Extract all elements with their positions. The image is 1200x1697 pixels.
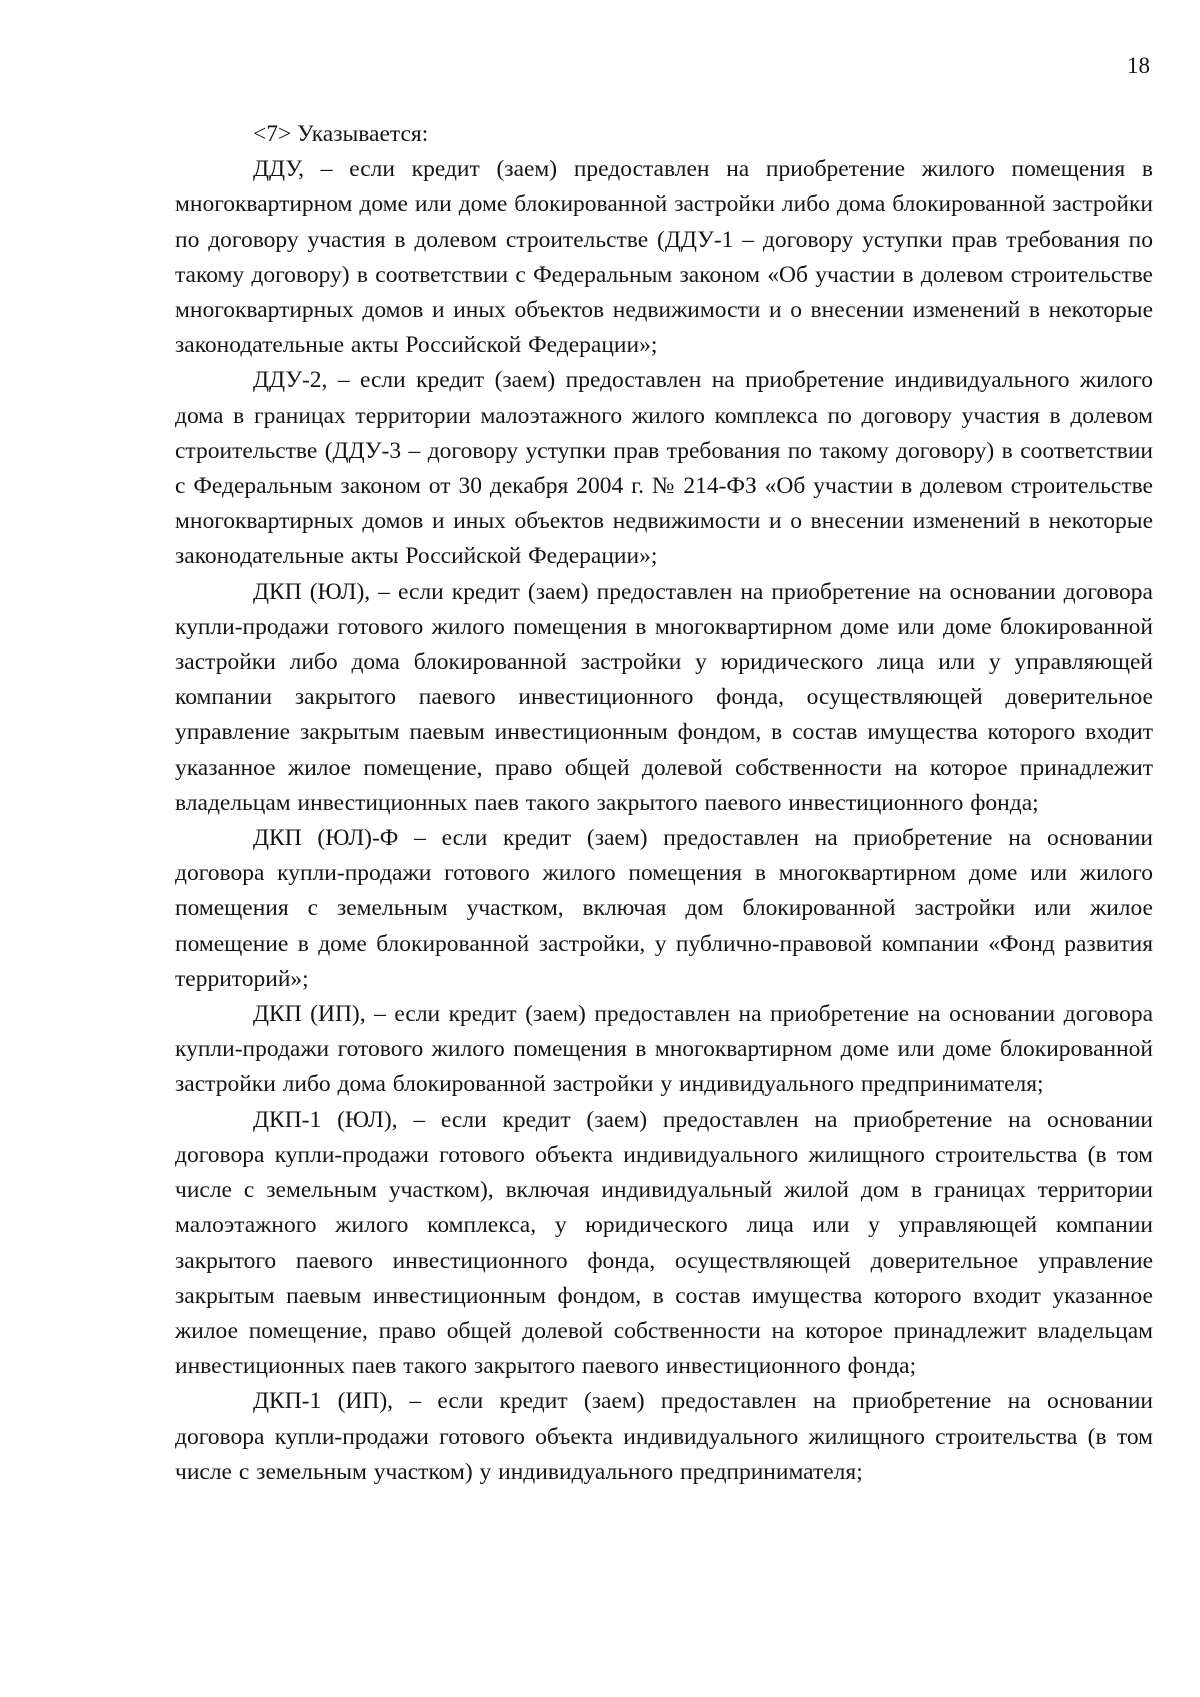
definition-dkp-yul: ДКП (ЮЛ), – если кредит (заем) предоставлен на приобретение на основании договора купли-продажи готового жилого помещения в многоквартирном доме или доме блокированной застройки либо дома блокированной застройки у юридического лица или у управляющей компании закрытого паевого инвестиционного фонда, осуществляющей доверительное управление закрытым паевым инвестиционным фондом, в состав имущества которого входит указанное жилое помещение, право общей долевой собственности на которое принадлежит владельцам инвестиционных паев такого закрытого паевого инвестиционного фонда; — [175, 578, 1153, 816]
definition-ddu-2: ДДУ-2, – если кредит (заем) предоставлен на приобретение индивидуального жилого дома в границах территории малоэтажного жилого комплекса по договору участия в долевом строительстве (ДДУ-3 – договору уступки прав требования по такому договору) в соответствии с Федеральным законом от 30 декабря 2004 г. № 214-ФЗ «Об участии в долевом строительстве многоквартирных домов и иных объектов недвижимости и о внесении изменений в некоторые законодательные акты Российской Федерации»; — [175, 367, 1153, 570]
definition-dkp-1-yul: ДКП-1 (ЮЛ), – если кредит (заем) предоставлен на приобретение на основании договора купли-продажи готового объекта индивидуального жилищного строительства (в том числе с земельным участком), включая индивидуальный жилой дом в границах территории малоэтажного жилого комплекса, у юридического лица или у управляющей компании закрытого паевого инвестиционного фонда, осуществляющей доверительное управление закрытым паевым инвестиционным фондом, в состав имущества которого входит указанное жилое помещение, право общей долевой собственности на которое принадлежит владельцам инвестиционных паев такого закрытого паевого инвестиционного фонда; — [175, 1106, 1153, 1380]
definition-dkp-ip: ДКП (ИП), – если кредит (заем) предоставлен на приобретение на основании договора купли-продажи готового жилого помещения в многоквартирном доме или доме блокированной застройки либо дома блокированной застройки у индивидуального предпринимателя; — [175, 1001, 1153, 1098]
definition-dkp-yul-f: ДКП (ЮЛ)-Ф – если кредит (заем) предоставлен на приобретение на основании договора купли-продажи готового жилого помещения в многоквартирном доме или жилого помещения с земельным участком, включая дом блокированной застройки или жилое помещение в доме блокированной застройки, у публично-правовой компании «Фонд развития территорий»; — [175, 825, 1153, 992]
definition-ddu: ДДУ, – если кредит (заем) предоставлен на приобретение жилого помещения в многоквартирном доме или доме блокированной застройки либо дома блокированной застройки по договору участия в долевом строительстве (ДДУ-1 – договору уступки прав требования по такому договору) в соответствии с Федеральным законом «Об участии в долевом строительстве многоквартирных домов и иных объектов недвижимости и о внесении изменений в некоторые законодательные акты Российской Федерации»; — [175, 156, 1153, 359]
definition-dkp-1-ip: ДКП-1 (ИП), – если кредит (заем) предоставлен на приобретение на основании договора купли-продажи готового объекта индивидуального жилищного строительства (в том числе с земельным участком) у индивидуального предпринимателя; — [175, 1388, 1153, 1485]
document-body — [175, 117, 1153, 1490]
footnote-intro: <7> Указывается: — [253, 121, 429, 147]
page-number: 18 — [1127, 53, 1150, 78]
